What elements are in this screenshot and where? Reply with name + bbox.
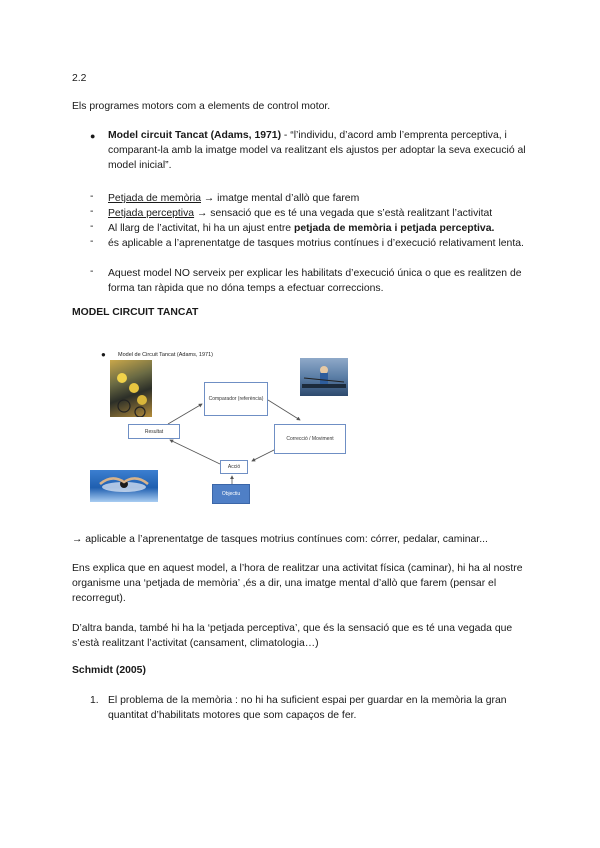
term-perceptive: Petjada perceptiva	[108, 208, 195, 219]
dash-text: → sensació que es té una vegada que s’està realitzant l’activitat	[194, 208, 493, 219]
accio-label: Acció	[227, 464, 241, 470]
paragraph-1: Ens explica que en aquest model, a l’hora de realitzar una activitat física (caminar), hi ha al nostre organisme una ‘petjada de memòria’ ,és a dir, una imatge mental d’allò que farem (pensar el recorregut).	[72, 563, 523, 604]
dash-text: Al llarg de l’activitat, hi ha un ajust entre	[108, 223, 294, 234]
correccio-label: Correcció / Moviment	[286, 436, 334, 442]
dash-item: és aplicable a l’aprenentatge de tasques motrius contínues i d’execució relativament lenta.	[108, 238, 524, 249]
accio-box	[220, 460, 248, 474]
bullet-text: - “l’individu, d’acord amb l’emprenta perceptiva, i comparant-la amb la imatge model va realitzant els ajustos per adoptar la seva execució al model inicial”.	[108, 130, 526, 171]
section-number: 2.2	[72, 73, 87, 84]
schmidt-heading: Schmidt (2005)	[72, 665, 146, 676]
resultat-box	[128, 424, 180, 439]
dash-item	[108, 191, 538, 206]
comparador-label: Comparador (referència)	[208, 396, 264, 402]
bullet-label: Model circuit Tancat (Adams, 1971)	[108, 130, 282, 141]
aplicable-text: → aplicable a l’aprenentatge de tasques motrius contínues com: córrer, pedalar, caminar...	[72, 534, 488, 545]
dash-item	[108, 221, 538, 236]
resultat-label: Resultat	[144, 428, 164, 435]
comparador-box	[204, 382, 268, 416]
diagram-bullet-icon: ●	[101, 350, 106, 359]
paragraph-2: D’altra banda, també hi ha la ‘petjada perceptiva’, que és la sensació que es té una vegada que s’està realitzant l’activitat (cansament, climatologia…)	[72, 623, 513, 649]
model-heading: MODEL CIRCUIT TANCAT	[72, 307, 199, 318]
numbered-index: 1.	[90, 695, 99, 706]
dash-item: Aquest model NO serveix per explicar les habilitats d’execució única o que es realitzen de forma tan ràpida que no dóna temps a efectuar correccions.	[108, 268, 522, 294]
dash-item	[108, 206, 538, 221]
correccio-box	[274, 424, 346, 454]
bullet-dot-icon: ●	[90, 131, 96, 141]
objectiu-box	[212, 484, 250, 504]
dash-icon: -	[90, 206, 94, 217]
dash-icon: -	[90, 221, 94, 232]
dash-bold: petjada de memòria i petjada perceptiva.	[293, 223, 495, 234]
closed-loop-diagram	[88, 340, 358, 510]
bullet-item	[108, 128, 538, 173]
dash-text: → imatge mental d’allò que farem	[201, 193, 360, 204]
diagram-title: Model de Circuit Tancat (Adams, 1971)	[118, 352, 213, 358]
term-memory: Petjada de memòria	[108, 193, 201, 204]
dash-icon: -	[90, 236, 94, 247]
intro-text: Els programes motors com a elements de control motor.	[72, 101, 331, 112]
dash-icon: -	[90, 191, 94, 202]
objectiu-label: Objectiu	[221, 491, 241, 497]
dash-icon: -	[90, 266, 94, 277]
numbered-item: El problema de la memòria : no hi ha suficient espai per guardar en la memòria la gran quantitat d’habilitats motores que som capaços de fer.	[108, 695, 507, 721]
